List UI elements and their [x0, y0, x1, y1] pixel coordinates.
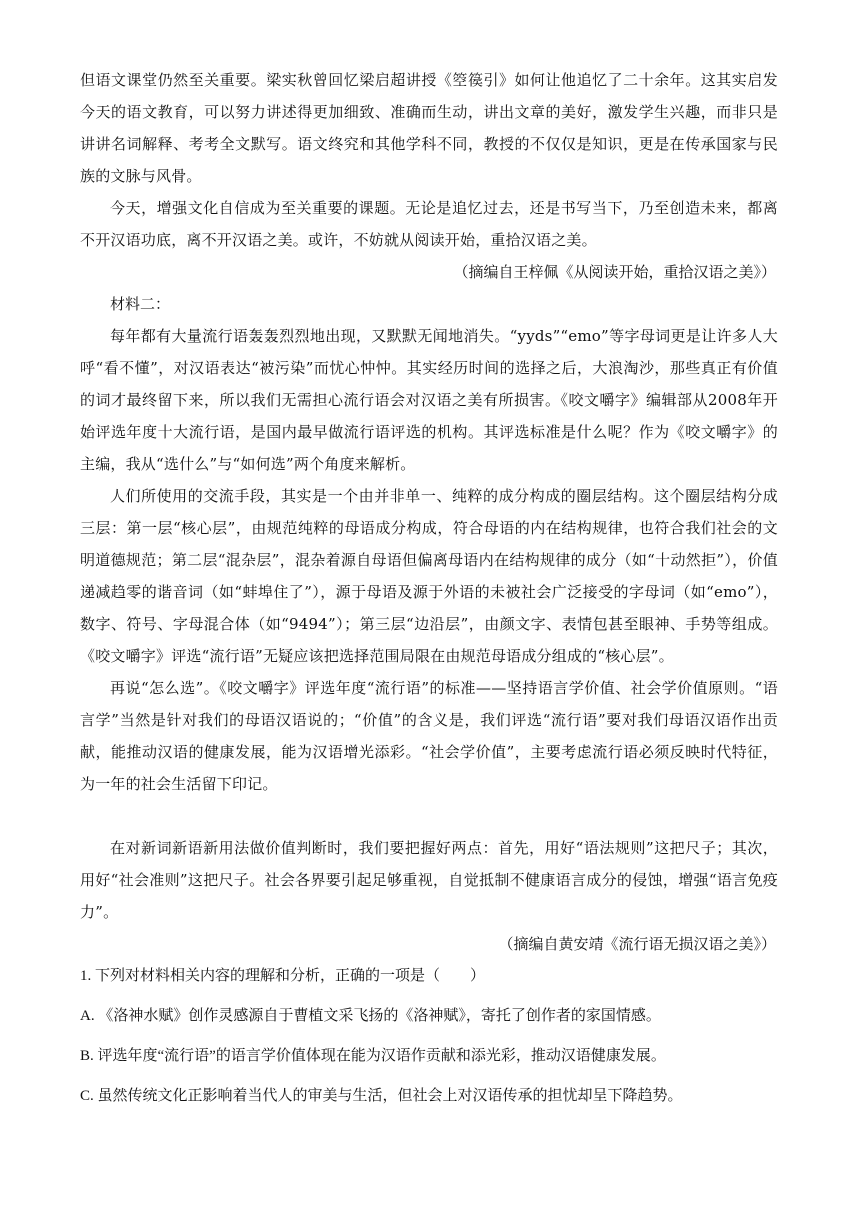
material-two-source: （摘编自黄安靖《流行语无损汉语之美》）	[498, 935, 776, 953]
material-one-paragraph-2: 今天，增强文化自信成为至关重要的课题。无论是追忆过去，还是书写当下，乃至创造未来，都离不开汉语功底，离不开汉语之美。或许，不妨就从阅读开始，重拾汉语之美。	[80, 199, 778, 249]
material-two-heading: 材料二：	[110, 295, 171, 313]
material-two-paragraph-3: 再说“怎么选”。《咬文嚼字》评选年度“流行语”的标准——坚持语言学价值、社会学价值原则。“语言学”当然是针对我们的母语汉语说的；“价值”的含义是，我们评选“流行语”要对我们母语汉语作出贡献，能推动汉语的健康发展，能为汉语增光添彩。“社会学价值”，主要考虑流行语必须反映时代特征，为一年的社会生活留下印记。	[80, 679, 778, 793]
material-two-paragraph-1: 每年都有大量流行语轰轰烈烈地出现，又默默无闻地消失。“yyds”“emo”等字母词更是让许多人大呼“看不懂”，对汉语表达“被污染”而忧心忡忡。其实经历时间的选择之后，大浪淘沙，那些真正有价值的词才最终留下来，所以我们无需担心流行语会对汉语之美有所损害。《咬文嚼字》编辑部从2008年开始评选年度十大流行语，是国内最早做流行语评选的机构。其评选标准是什么呢？作为《咬文嚼字》的主编，我从“选什么”与“如何选”两个角度来解析。	[80, 327, 778, 473]
material-two-paragraph-4: 在对新词新语新用法做价值判断时，我们要把握好两点：首先，用好“语法规则”这把尺子；其次，用好“社会准则”这把尺子。社会各界要引起足够重视，自觉抵制不健康语言成分的侵蚀，增强“语言免疫力”。	[80, 839, 778, 921]
option-c[interactable]: C. 虽然传统文化正影响着当代人的审美与生活，但社会上对汉语传承的担忧却呈下降趋势。	[80, 1088, 683, 1104]
material-one-paragraph-1: 但语文课堂仍然至关重要。梁实秋曾回忆梁启超讲授《箜篌引》如何让他追忆了二十余年。这其实启发今天的语文教育，可以努力讲述得更加细致、准确而生动，讲出文章的美好，激发学生兴趣，而非只是讲讲名词解释、考考全文默写。语文终究和其他学科不同，教授的不仅仅是知识，更是在传承国家与民族的文脉与风骨。	[80, 71, 778, 185]
material-one-source: （摘编自王梓佩《从阅读开始，重拾汉语之美》）	[453, 263, 776, 281]
option-b[interactable]: B. 评选年度“流行语”的语言学价值体现在能为汉语作贡献和添光彩，推动汉语健康发展。	[80, 1048, 666, 1064]
option-a[interactable]: A. 《洛神水赋》创作灵感源自于曹植文采飞扬的《洛神赋》，寄托了创作者的家国情感。	[80, 1008, 661, 1024]
material-two-paragraph-2: 人们所使用的交流手段，其实是一个由并非单一、纯粹的成分构成的圈层结构。这个圈层结构分成三层：第一层“核心层”，由规范纯粹的母语成分构成，符合母语的内在结构规律，也符合我们社会的文明道德规范；第二层“混杂层”，混杂着源自母语但偏离母语内在结构规律的成分（如“十动然拒”），价值递减趋零的谐音词（如“蚌埠住了”），源于母语及源于外语的未被社会广泛接受的字母词（如“emo”），数字、符号、字母混合体（如“9494”）；第三层“边沿层”，由颜文字、表情包甚至眼神、手势等组成。《咬文嚼字》评选“流行语”无疑应该把选择范围局限在由规范母语成分组成的“核心层”。	[80, 487, 778, 665]
question-stem: 1. 下列对材料相关内容的理解和分析，正确的一项是（ ）	[80, 968, 486, 984]
